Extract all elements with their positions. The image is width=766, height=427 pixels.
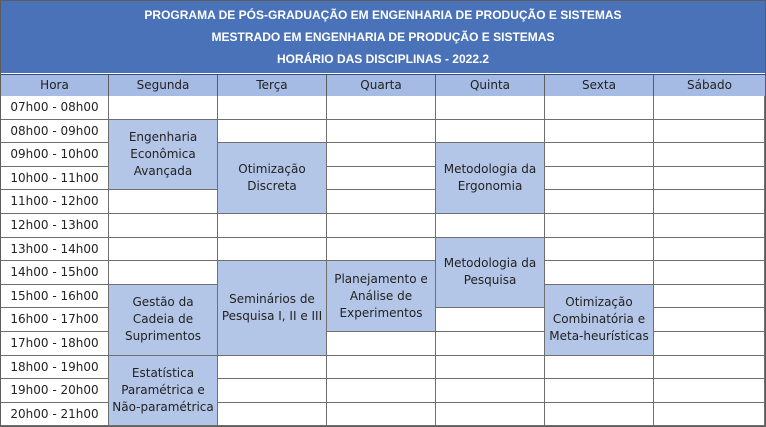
hour-label: 15h00 - 16h00 [1, 285, 109, 309]
time-slot [218, 403, 327, 427]
time-slot [327, 403, 436, 427]
time-slot [545, 261, 654, 285]
course-block: Planejamento e Análise de Experimentos [327, 261, 436, 332]
time-slot [654, 332, 765, 356]
hour-label: 19h00 - 20h00 [1, 379, 109, 403]
column-header-terça: Terça [218, 75, 327, 96]
column-header-sábado: Sábado [687, 78, 732, 92]
time-slot [545, 96, 654, 120]
course-block: Otimização Discreta [218, 143, 327, 214]
time-slot [327, 190, 436, 214]
time-slot [218, 379, 327, 403]
time-slot [545, 379, 654, 403]
time-slot [218, 356, 327, 380]
hour-label: 07h00 - 08h00 [1, 96, 109, 120]
time-slot [545, 120, 654, 144]
time-slot [545, 238, 654, 262]
time-slot [654, 285, 765, 309]
hour-label: 20h00 - 21h00 [1, 403, 109, 427]
hour-label: 13h00 - 14h00 [1, 238, 109, 262]
schedule-grid [1, 96, 765, 426]
time-slot [327, 143, 436, 167]
time-slot [436, 96, 545, 120]
column-header-quarta: Quarta [327, 75, 436, 96]
hour-label: 09h00 - 10h00 [1, 143, 109, 167]
time-slot [545, 190, 654, 214]
time-slot [327, 356, 436, 380]
schedule-title: HORÁRIO DAS DISCIPLINAS - 2022.2 [276, 52, 490, 66]
course-block: Metodologia da Ergonomia [436, 143, 545, 214]
course-title: MESTRADO EM ENGENHARIA DE PRODUÇÃO E SISTEMAS [211, 30, 555, 44]
time-slot [545, 403, 654, 427]
table-header [1, 1, 765, 73]
column-header-row [1, 74, 765, 97]
time-slot [109, 238, 218, 262]
time-slot [545, 356, 654, 380]
time-slot [327, 214, 436, 238]
time-slot [545, 143, 654, 167]
time-slot [654, 214, 765, 238]
hour-label: 11h00 - 12h00 [1, 190, 109, 214]
hour-label: 08h00 - 09h00 [1, 120, 109, 144]
column-header-sexta: Sexta [545, 75, 654, 96]
time-slot [327, 379, 436, 403]
course-block: Otimização Combinatória e Meta-heurísticas [545, 285, 654, 356]
hour-label: 10h00 - 11h00 [1, 167, 109, 191]
column-header-quinta: Quinta [436, 75, 545, 96]
time-slot [545, 214, 654, 238]
time-slot [218, 120, 327, 144]
time-slot [436, 379, 545, 403]
time-slot [436, 356, 545, 380]
hour-label: 18h00 - 19h00 [1, 356, 109, 380]
hour-label: 14h00 - 15h00 [1, 261, 109, 285]
course-block: Metodologia da Pesquisa [436, 238, 545, 309]
time-slot [545, 167, 654, 191]
time-slot [327, 96, 436, 120]
time-slot [327, 238, 436, 262]
time-slot [218, 96, 327, 120]
time-slot [654, 143, 765, 167]
time-slot [654, 403, 765, 427]
course-block: Estatística Paramétrica e Não-paramétrica [109, 356, 218, 427]
time-slot [218, 238, 327, 262]
time-slot [654, 120, 765, 144]
time-slot [436, 332, 545, 356]
time-slot [436, 120, 545, 144]
hour-label: 12h00 - 13h00 [1, 214, 109, 238]
hour-label: 16h00 - 17h00 [1, 308, 109, 332]
course-block: Engenharia Econômica Avançada [109, 120, 218, 191]
program-title: PROGRAMA DE PÓS-GRADUAÇÃO EM ENGENHARIA DE PRODUÇÃO E SISTEMAS [144, 8, 622, 22]
time-slot [109, 96, 218, 120]
column-header-segunda: Segunda [109, 75, 218, 96]
column-header-hora: Hora [1, 75, 109, 96]
course-block: Gestão da Cadeia de Suprimentos [109, 285, 218, 356]
time-slot [654, 96, 765, 120]
time-slot [327, 167, 436, 191]
time-slot [654, 238, 765, 262]
course-block: Seminários de Pesquisa I, II e III [218, 261, 327, 355]
time-slot [109, 190, 218, 214]
time-slot [218, 214, 327, 238]
time-slot [654, 190, 765, 214]
time-slot [109, 214, 218, 238]
time-slot [436, 308, 545, 332]
time-slot [654, 379, 765, 403]
time-slot [327, 332, 436, 356]
time-slot [436, 403, 545, 427]
time-slot [327, 120, 436, 144]
time-slot [654, 167, 765, 191]
time-slot [654, 356, 765, 380]
time-slot [436, 214, 545, 238]
hour-label: 17h00 - 18h00 [1, 332, 109, 356]
time-slot [109, 261, 218, 285]
time-slot [654, 261, 765, 285]
time-slot [654, 308, 765, 332]
